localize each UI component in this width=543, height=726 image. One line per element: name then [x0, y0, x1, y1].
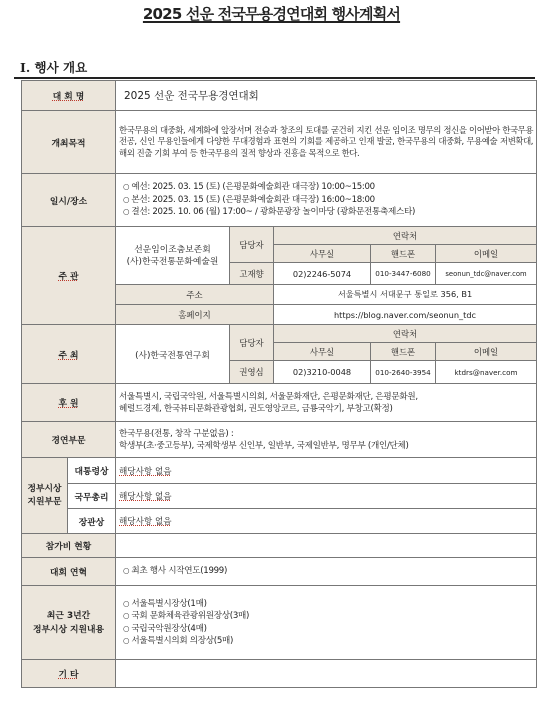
- organizer-mobile-phone: 010-2640-3954: [371, 361, 436, 384]
- purpose-value: 한국무용의 대중화, 세계화에 앞장서며 전승과 창조의 토대를 굳건히 지킨 선운 임이조 명무의 정신을 이어받아 한국무용 전공, 신인 무용인들에게 다양한 무대경험과 표현의 기회를 제공하고 인재 발굴, 한국무용의 대중화, 무용예술 저변확대, 해외 진출 기회 부여 등 한국무용의 질적 향상과 진흥을 목적으로 한다.: [116, 111, 537, 174]
- event-overview-table: [21, 80, 537, 688]
- row-participants: [22, 534, 537, 558]
- host-homepage-label: 홈페이지: [116, 305, 274, 325]
- host-contact-header: 연락처: [274, 227, 537, 245]
- award-president-value: 해당사항 없음: [116, 458, 537, 484]
- recent-awards-label-line2: 정부시상 지원내용: [32, 624, 105, 635]
- host-contact-name: 고재향: [230, 263, 274, 285]
- recent-award-item: ○ 국회 문화체육관광위원장상(3매): [123, 610, 533, 622]
- host-col-office: 사무실: [274, 245, 371, 263]
- organizer-contact-person-label: 담당자: [230, 325, 274, 361]
- host-mobile-phone: 010-3447-6080: [371, 263, 436, 285]
- award-minister-value: 해당사항 없음: [116, 509, 537, 534]
- host-label: 주 관: [22, 227, 116, 325]
- row-sponsor: [22, 384, 537, 422]
- recent-awards-label: [22, 586, 116, 660]
- host-email: seonun_tdc@naver.com: [436, 263, 537, 285]
- recent-award-item: ○ 서울특별시장상(1매): [123, 598, 533, 610]
- organizer-col-email: 이메일: [436, 343, 537, 361]
- sponsor-value: [116, 384, 537, 422]
- row-award-president: [22, 458, 537, 484]
- host-homepage-link[interactable]: https://blog.naver.com/seonun_tdc: [274, 305, 537, 325]
- organizer-col-office: 사무실: [274, 343, 371, 361]
- award-pm-label: 국무총리: [68, 484, 116, 509]
- schedule-label: 일시/장소: [22, 174, 116, 227]
- host-org: [116, 227, 230, 285]
- host-address: 서울특별시 서대문구 통일로 356, B1: [274, 285, 537, 305]
- row-award-pm: [22, 484, 537, 509]
- organizer-col-mobile: 핸드폰: [371, 343, 436, 361]
- row-history: [22, 558, 537, 586]
- section-heading: Ⅰ. 행사 개요: [20, 60, 88, 75]
- organizer-contact-header: 연락처: [274, 325, 537, 343]
- recent-awards-label-line1: 최근 3년간: [46, 610, 91, 621]
- gov-awards-group-label: 정부시상 지원부문: [22, 458, 68, 534]
- row-etc: [22, 660, 537, 688]
- history-value: [116, 558, 537, 586]
- etc-label: 기 타: [22, 660, 116, 688]
- award-pm-value: 해당사항 없음: [116, 484, 537, 509]
- participants-value: [116, 534, 537, 558]
- sponsor-label: 후 원: [22, 384, 116, 422]
- recent-award-item: ○ 서울특별시의회 의장상(5매): [123, 635, 533, 647]
- recent-awards-value: [116, 586, 537, 660]
- row-host-contact-header: [22, 227, 537, 245]
- schedule-item-semifinal: ○ 본선: 2025. 03. 15 (토) (은평문화예술회관 대극장) 16:00~18:00: [123, 194, 533, 206]
- row-award-minister: [22, 509, 537, 534]
- row-purpose: [22, 111, 537, 174]
- organizer-contact-name: 권영심: [230, 361, 274, 384]
- host-org-line1: 선운임이조춤보존회: [134, 244, 211, 255]
- history-label: 대회 연혁: [22, 558, 116, 586]
- recent-award-item: ○ 국립국악원장상(4매): [123, 623, 533, 635]
- schedule-value: [116, 174, 537, 227]
- organizer-office-phone: 02)3210-0048: [274, 361, 371, 384]
- categories-line-1: 한국무용(전통, 창작 구분없음) :: [119, 428, 234, 439]
- organizer-label: 주 최: [22, 325, 116, 384]
- host-col-email: 이메일: [436, 245, 537, 263]
- host-office-phone: 02)2246-5074: [274, 263, 371, 285]
- organizer-email: ktdrs@naver.com: [436, 361, 537, 384]
- categories-line-2: 학생부(초·중고등부), 국제학생부 신인부, 일반부, 국제일반부, 명무부 (개인/단체): [119, 440, 409, 451]
- event-name-value: 2025 선운 전국무용경연대회: [116, 81, 537, 111]
- categories-label: 경연부문: [22, 422, 116, 458]
- participants-label: 참가비 현황: [22, 534, 116, 558]
- host-col-mobile: 핸드폰: [371, 245, 436, 263]
- sponsor-line-2: 헤럴드경제, 한국뷰티문화관광협회, 권도영앙코르, 금룡국악기, 부창고(확정): [119, 403, 393, 414]
- row-organizer-contact-header: [22, 325, 537, 343]
- organizer-org: (사)한국전통연구회: [116, 325, 230, 384]
- event-name-label: 대 회 명: [22, 81, 116, 111]
- host-org-line2: (사)한국전통문화예술원: [126, 256, 219, 267]
- sponsor-line-1: 서울특별시, 국립국악원, 서울특별시의회, 서울문화재단, 은평문화재단, 은평문화원,: [119, 391, 418, 402]
- schedule-item-final: ○ 결선: 2025. 10. 06 (월) 17:00~ / 광화문광장 놀이마당 (광화문전통축제스타): [123, 206, 533, 218]
- section-rule: [14, 77, 535, 79]
- row-recent-awards: [22, 586, 537, 660]
- schedule-item-prelim: ○ 예선: 2025. 03. 15 (토) (은평문화예술회관 대극장) 10:00~15:00: [123, 181, 533, 193]
- row-schedule: [22, 174, 537, 227]
- host-address-label: 주소: [116, 285, 274, 305]
- purpose-label: 개최목적: [22, 111, 116, 174]
- categories-value: [116, 422, 537, 458]
- row-event-name: [22, 81, 537, 111]
- history-item: ○ 최초 행사 시작연도(1999): [123, 565, 533, 577]
- document-title: 2025 선운 전국무용경연대회 행사계획서: [142, 5, 401, 23]
- award-minister-label: 장관상: [68, 509, 116, 534]
- etc-value: [116, 660, 537, 688]
- row-categories: [22, 422, 537, 458]
- host-contact-person-label: 담당자: [230, 227, 274, 263]
- award-president-label: 대통령상: [68, 458, 116, 484]
